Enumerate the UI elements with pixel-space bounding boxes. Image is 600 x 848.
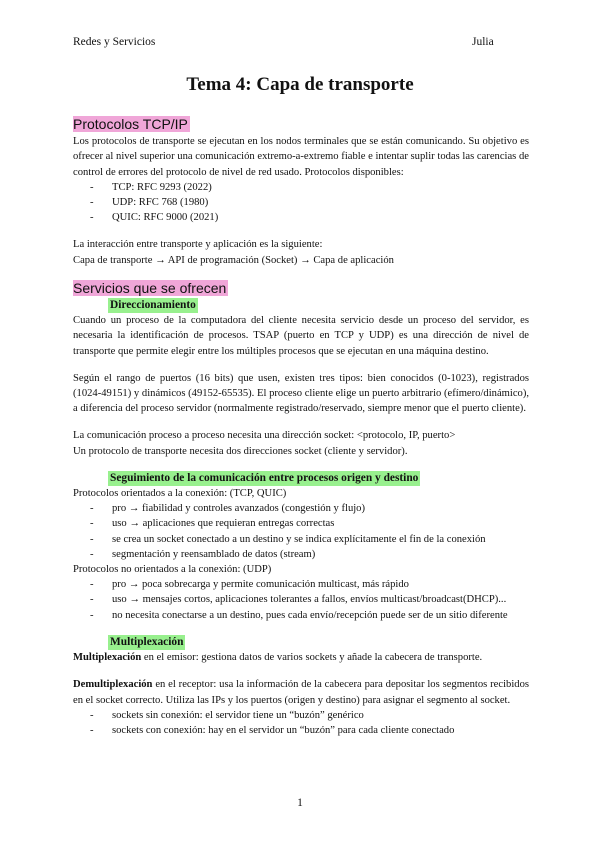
connection-oriented-list — [73, 501, 529, 562]
demultiplexacion-paragraph — [73, 677, 529, 707]
list-item: - pro → fiabilidad y controles avanzados (congestión y flujo) — [73, 501, 529, 516]
protocolos-paragraph: Los protocolos de transporte se ejecutan en los nodos terminales que se están comunicando. Su objetivo es ofrecer al nivel superior una comunicación extremo-a-extremo fiable e intentar suplir todas las carencias de control de errores del protocolo de nivel de red usado. Protocolos disponibles: — [73, 136, 529, 178]
multiplexacion-text: en el emisor: gestiona datos de varios sockets y añade la cabecera de transporte. — [141, 652, 483, 664]
list-item: - segmentación y reensamblado de datos (stream) — [73, 547, 529, 562]
multiplexacion-term: Multiplexación — [73, 652, 142, 664]
connectionless-label: Protocolos no orientados a la conexión: (UDP) — [73, 564, 272, 576]
list-item: - no necesita conectarse a un destino, pues cada envío/recepción puede ser de un sitio diferente — [73, 608, 529, 623]
header-author: Julia — [472, 36, 494, 48]
list-item: - uso → mensajes cortos, aplicaciones tolerantes a fallos, envíos multicast/broadcast(DHCP)... — [73, 592, 529, 607]
multiplexacion-paragraph — [73, 650, 529, 665]
subheading-multiplexacion: Multiplexación — [108, 635, 185, 650]
section-heading-servicios: Servicios que se ofrecen — [73, 279, 227, 296]
list-item: - sockets con conexión: hay en el servidor un “buzón” para cada cliente conectado — [73, 723, 529, 738]
page-number: 1 — [297, 797, 303, 809]
protocol-list — [73, 180, 529, 226]
list-item: - se crea un socket conectado a un destino y se indica explícitamente el fin de la conexión — [73, 532, 529, 547]
socket-address-line: La comunicación proceso a proceso necesita una dirección socket: <protocolo, IP, puerto> — [73, 430, 456, 442]
list-item: - QUIC: RFC 9000 (2021) — [73, 210, 529, 225]
section-heading-protocolos: Protocolos TCP/IP — [73, 116, 188, 132]
list-item: - UDP: RFC 768 (1980) — [73, 195, 529, 210]
list-item: - pro → poca sobrecarga y permite comunicación multicast, más rápido — [73, 577, 529, 592]
page-title: Tema 4: Capa de transporte — [186, 74, 414, 95]
socket-type-list — [73, 708, 529, 738]
subheading-direccionamiento: Direccionamiento — [108, 298, 198, 313]
connectionless-list — [73, 577, 529, 623]
direccionamiento-paragraph-1: Cuando un proceso de la computadora del cliente necesita servicio desde un proceso del servidor, es necesaria la identificación de procesos. TSAP (puerto en TCP y UDP) es una dirección de nivel de transporte que permite elegir entre los múltiples procesos que se ejecutan en una máquina destino. — [73, 315, 529, 357]
demultiplexacion-text: en el receptor: usa la información de la cabecera para depositar los segmentos recibidos en el socket correcto. Utiliza las IPs y los puertos (origen y destino) para asignar el segmento al socket. — [73, 679, 529, 706]
socket-pair-line: Un protocolo de transporte necesita dos direcciones socket (cliente y servidor). — [73, 445, 408, 457]
list-item: - uso → aplicaciones que requieran entregas correctas — [73, 516, 529, 531]
demultiplexacion-term: Demultiplexación — [73, 679, 153, 691]
direccionamiento-paragraph-2: Según el rango de puertos (16 bits) que usen, existen tres tipos: bien conocidos (0-1023), registrados (1024-49151) y dinámicos (49152-65535). El proceso cliente elige un puerto arbitrario (efímero/dinámico), a diferencia del proceso servidor (normalmente registrado/reservado, siempre menor que el puerto cliente). — [73, 372, 529, 415]
connection-oriented-label: Protocolos orientados a la conexión: (TCP, QUIC) — [73, 488, 287, 500]
header-subject: Redes y Servicios — [73, 36, 156, 48]
interaction-flow: Capa de transporte → API de programación (Socket) → Capa de aplicación — [73, 254, 394, 266]
interaction-line: La interacción entre transporte y aplicación es la siguiente: — [73, 239, 323, 251]
list-item: - sockets sin conexión: el servidor tiene un “buzón” genérico — [73, 708, 529, 723]
subheading-seguimiento: Seguimiento de la comunicación entre procesos origen y destino — [108, 471, 420, 486]
document-body — [73, 116, 529, 738]
list-item: - TCP: RFC 9293 (2022) — [73, 180, 529, 195]
